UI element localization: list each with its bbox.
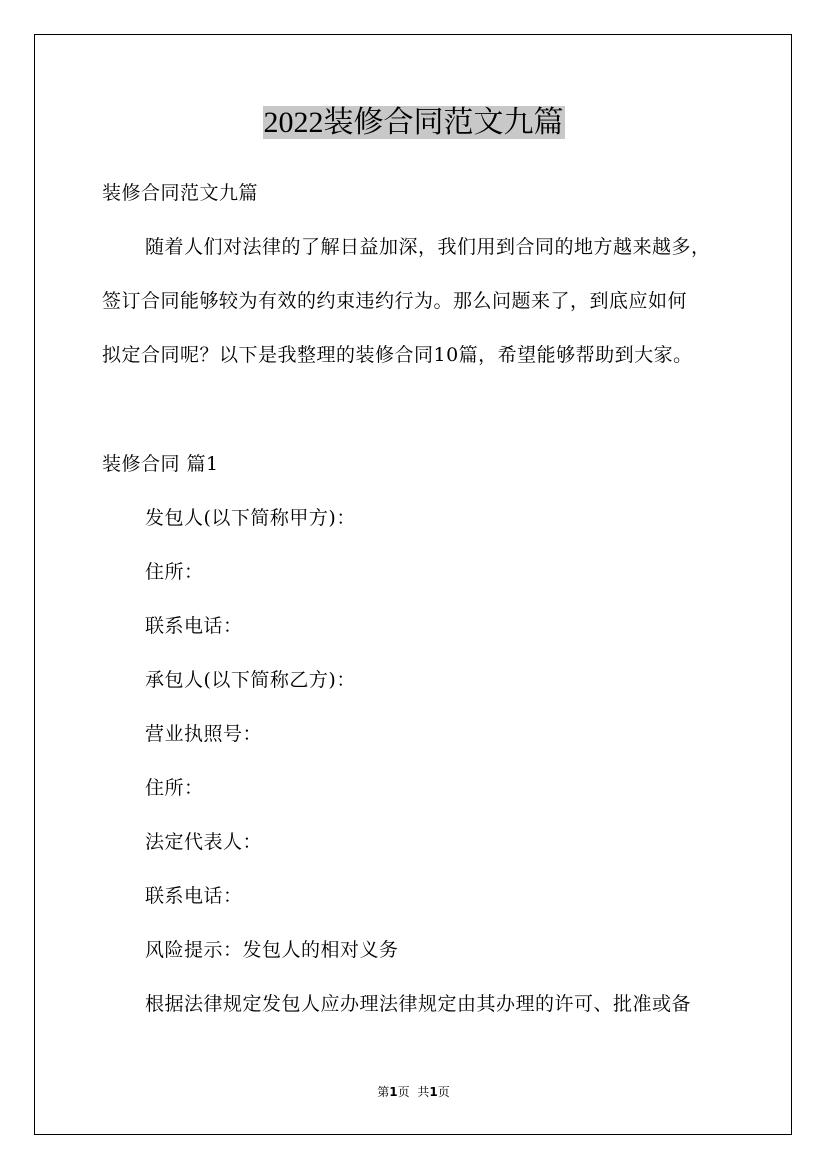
field-party-b: 承包人(以下简称乙方)：: [145, 669, 356, 691]
footer-page-number: 1: [389, 1085, 398, 1099]
footer-total-number: 1: [429, 1085, 438, 1099]
field-legal-rep: 法定代表人：: [145, 831, 263, 853]
document-subtitle: 装修合同范文九篇: [102, 182, 259, 204]
footer-page-prefix: 第: [377, 1085, 390, 1099]
intro-line-1: 随着人们对法律的了解日益加深，我们用到合同的地方越来越多，: [145, 236, 711, 258]
document-title-text: 2022装修合同范文九篇: [263, 106, 564, 139]
field-license-no: 营业执照号：: [145, 723, 263, 745]
footer-total-prefix: 共: [417, 1085, 430, 1099]
page-footer: [0, 1084, 827, 1100]
risk-tip: 风险提示：发包人的相对义务: [145, 939, 399, 961]
field-party-a: 发包人(以下简称甲方)：: [145, 507, 356, 529]
footer-total-suffix: 页: [437, 1085, 450, 1099]
field-address-a: 住所：: [145, 561, 204, 583]
field-phone-a: 联系电话：: [145, 615, 243, 637]
intro-line-2: 签订合同能够较为有效的约束违约行为。那么问题来了，到底应如何: [102, 290, 688, 312]
intro-line-3: 拟定合同呢？以下是我整理的装修合同10篇，希望能够帮助到大家。: [102, 344, 693, 366]
footer-page-suffix: 页: [397, 1085, 410, 1099]
field-phone-b: 联系电话：: [145, 885, 243, 907]
field-address-b: 住所：: [145, 777, 204, 799]
body-line: 根据法律规定发包人应办理法律规定由其办理的许可、批准或备: [145, 993, 692, 1015]
section-heading: 装修合同 篇1: [102, 453, 219, 475]
document-title: [0, 100, 827, 146]
